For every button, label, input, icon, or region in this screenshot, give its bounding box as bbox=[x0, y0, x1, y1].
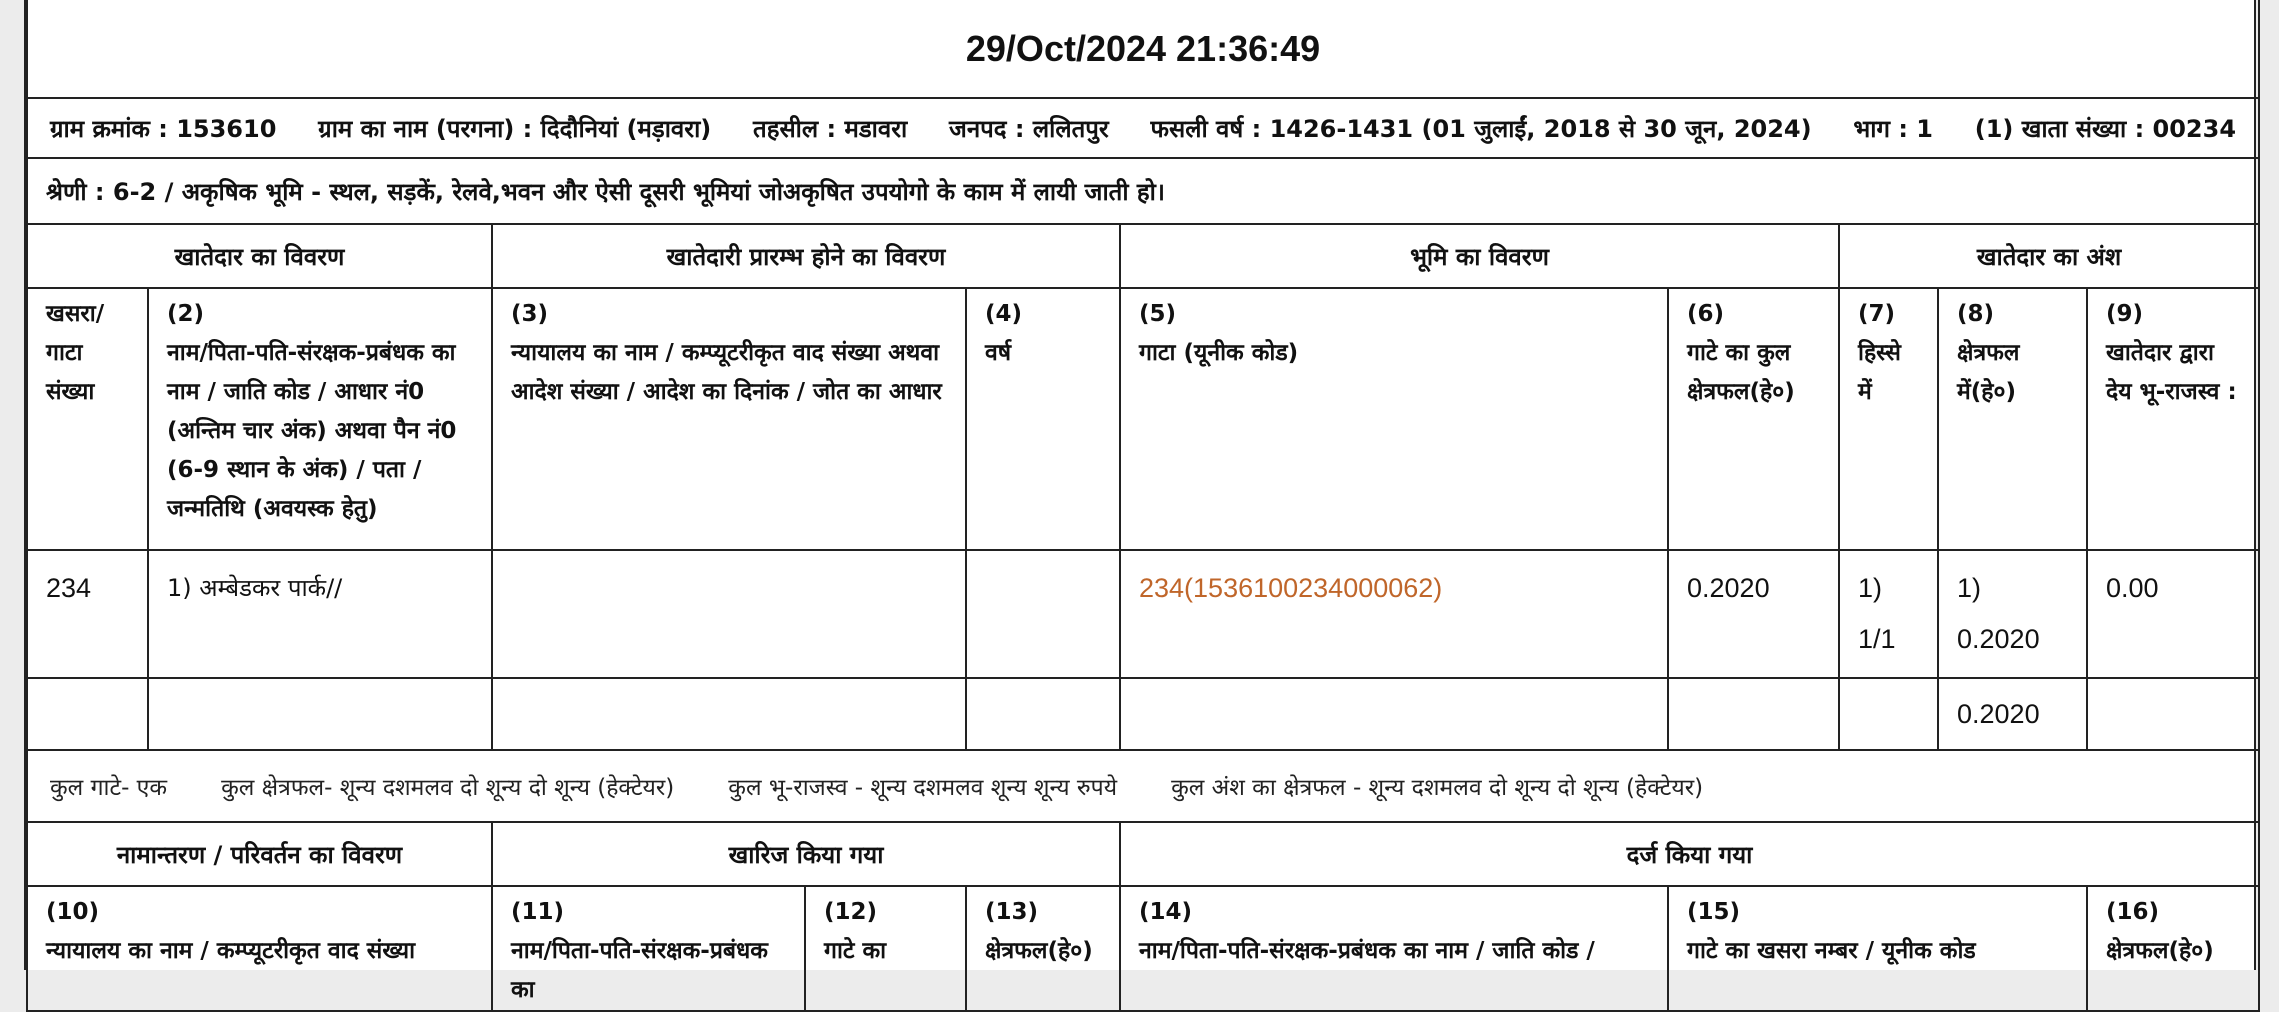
khata-number: (1) खाता संख्या : 00234 bbox=[1974, 114, 2237, 143]
part-number: भाग : 1 bbox=[1853, 114, 1933, 143]
col-removed-area-header: (13) क्षेत्रफल(हे०) bbox=[966, 886, 1120, 1011]
cell-total-area: 0.2020 bbox=[1668, 550, 1839, 678]
col-court-header: (3) न्यायालय का नाम / कम्प्यूटरीकृत वाद संख्या अथवा आदेश संख्या / आदेश का दिनांक / जोत का आधार bbox=[492, 288, 966, 550]
cell-court bbox=[492, 550, 966, 678]
col-year-header: (4) वर्ष bbox=[966, 288, 1120, 550]
table-row bbox=[27, 550, 2259, 678]
cell-gata bbox=[1120, 550, 1668, 678]
village-name: ग्राम का नाम (परगना) : दिदौनियां (मड़ावरा) bbox=[318, 114, 712, 143]
col-share-header: (7) हिस्से में bbox=[1839, 288, 1938, 550]
section-khatedar-share: खातेदार का अंश bbox=[1839, 224, 2259, 288]
total-revenue-words: कुल भू-राजस्व - शून्य दशमलव शून्य शून्य रुपये bbox=[728, 775, 1118, 801]
totals-summary bbox=[50, 770, 2236, 802]
district: जनपद : ललितपुर bbox=[949, 114, 1109, 143]
fasli-year: फसली वर्ष : 1426-1431 (01 जुलाईं, 2018 से 30 जून, 2024) bbox=[1150, 114, 1812, 143]
record-meta bbox=[50, 112, 2236, 145]
section-entered: दर्ज किया गया bbox=[1120, 822, 2259, 886]
total-plots: कुल गाटे- एक bbox=[50, 775, 168, 801]
cell-year bbox=[966, 550, 1120, 678]
land-category: श्रेणी : 6-2 / अकृषिक भूमि - स्थल, सड़कें, रेलवे,भवन और ऐसी दूसरी भूमियां जोअकृषित उपयोगो के काम में लायी जाती हो। bbox=[27, 158, 2259, 224]
col-removed-name-header: (11) नाम/पिता-पति-संरक्षक-प्रबंधक का (12) गाटे का bbox=[492, 886, 966, 1011]
gata-link[interactable]: 234(1536100234000062) bbox=[1139, 573, 1443, 603]
col-name-header: (2) नाम/पिता-पति-संरक्षक-प्रबंधक का नाम / जाति कोड / आधार नं0 (अन्तिम चार अंक) अथवा पैन नं0 (6-9 स्थान के अंक) / पता / जन्मतिथि (अवयस्क हेतु) bbox=[148, 288, 492, 550]
cell-khasra: 234 bbox=[27, 550, 148, 678]
cell-share: 1) 1/1 bbox=[1839, 550, 1938, 678]
total-row bbox=[27, 678, 2259, 750]
khatauni-table bbox=[26, 0, 2260, 1012]
col-gata-header: (5) गाटा (यूनीक कोड) bbox=[1120, 288, 1668, 550]
col-revenue-header: (9) खातेदार द्वारा देय भू-राजस्व : bbox=[2087, 288, 2259, 550]
col-area-header: (8) क्षेत्रफल में(हे०) bbox=[1938, 288, 2087, 550]
khatauni-sheet bbox=[24, 0, 2256, 1003]
cell-revenue: 0.00 bbox=[2087, 550, 2259, 678]
col-total-area-header: (6) गाटे का कुल क्षेत्रफल(हे०) bbox=[1668, 288, 1839, 550]
section-khatedar: खातेदार का विवरण bbox=[27, 224, 492, 288]
col-mutation-court-header: (10) न्यायालय का नाम / कम्प्यूटरीकृत वाद संख्या bbox=[27, 886, 492, 1011]
col-removed-plot-header: (12) गाटे का bbox=[824, 899, 887, 964]
total-area-words: कुल क्षेत्रफल- शून्य दशमलव दो शून्य दो शून्य (हेक्टेयर) bbox=[221, 775, 675, 801]
section-ownership-start: खातेदारी प्रारम्भ होने का विवरण bbox=[492, 224, 1120, 288]
section-mutation: नामान्तरण / परिवर्तन का विवरण bbox=[27, 822, 492, 886]
cell-area: 1) 0.2020 bbox=[1938, 550, 2087, 678]
col-entered-khasra-header: (15) गाटे का खसरा नम्बर / यूनीक कोड bbox=[1668, 886, 2087, 1011]
village-number: ग्राम क्रमांक : 153610 bbox=[50, 114, 277, 143]
tehsil: तहसील : मडावरा bbox=[753, 114, 908, 143]
report-timestamp: 29/Oct/2024 21:36:49 bbox=[27, 0, 2259, 98]
col-entered-name-header: (14) नाम/पिता-पति-संरक्षक-प्रबंधक का नाम / जाति कोड / bbox=[1120, 886, 1668, 1011]
section-land-details: भूमि का विवरण bbox=[1120, 224, 1839, 288]
total-share-area-words: कुल अंश का क्षेत्रफल - शून्य दशमलव दो शून्य दो शून्य (हेक्टेयर) bbox=[1171, 775, 1704, 801]
cell-name: 1) अम्बेडकर पार्क// bbox=[148, 550, 492, 678]
total-share-area: 0.2020 bbox=[1938, 678, 2087, 750]
col-entered-area-header: (16) क्षेत्रफल(हे०) bbox=[2087, 886, 2259, 1011]
col-khasra-header: खसरा/ गाटा संख्या bbox=[27, 288, 148, 550]
section-removed: खारिज किया गया bbox=[492, 822, 1120, 886]
